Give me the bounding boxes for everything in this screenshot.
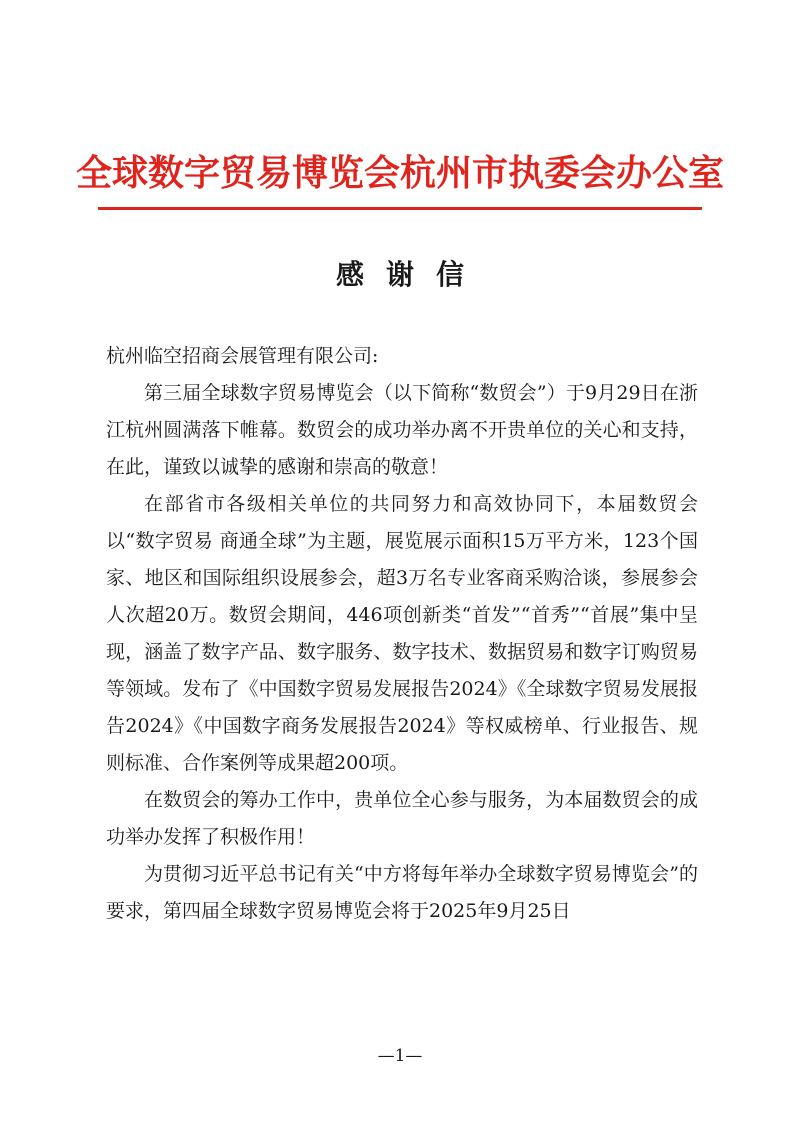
page-number: —1— [377,1046,423,1066]
paragraph-3: 在数贸会的筹办工作中，贵单位全心参与服务，为本届数贸会的成功举办发挥了积极作用！ [106,789,698,848]
salutation: 杭州临空招商会展管理有限公司: [106,345,379,367]
letter-body [106,338,698,930]
paragraph-1: 第三届全球数字贸易博览会（以下简称“数贸会”）于9月29日在浙江杭州圆满落下帷幕。数贸会的成功举办离不开贵单位的关心和支持，在此，谨致以诚挚的感谢和崇高的敬意！ [106,382,698,478]
paragraph-4: 为贯彻习近平总书记有关“中方将每年举办全球数字贸易博览会”的要求，第四届全球数字贸易博览会将于2025年9月25日 [106,863,698,922]
letterhead-issuer: 全球数字贸易博览会杭州市执委会办公室 [75,153,724,194]
document-title: 感谢信 [335,258,486,291]
letterhead-red-rule [98,207,702,210]
paragraph-2: 在部省市各级相关单位的共同努力和高效协同下，本届数贸会以“数字贸易 商通全球”为主题，展览展示面积15万平方米，123个国家、地区和国际组织设展参会，超3万名专业客商采购洽谈，参展参会人次超20万。数贸会期间，446项创新类“首发”“首秀”“首展”集中呈现，涵盖了数字产品、数字服务、数字技术、数据贸易和数字订购贸易等领域。发布了《中国数字贸易发展报告2024》《全球数字贸易发展报告2024》《中国数字商务发展报告2024》等权威榜单、行业报告、规则标准、合作案例等成果超200项。 [106,493,698,774]
